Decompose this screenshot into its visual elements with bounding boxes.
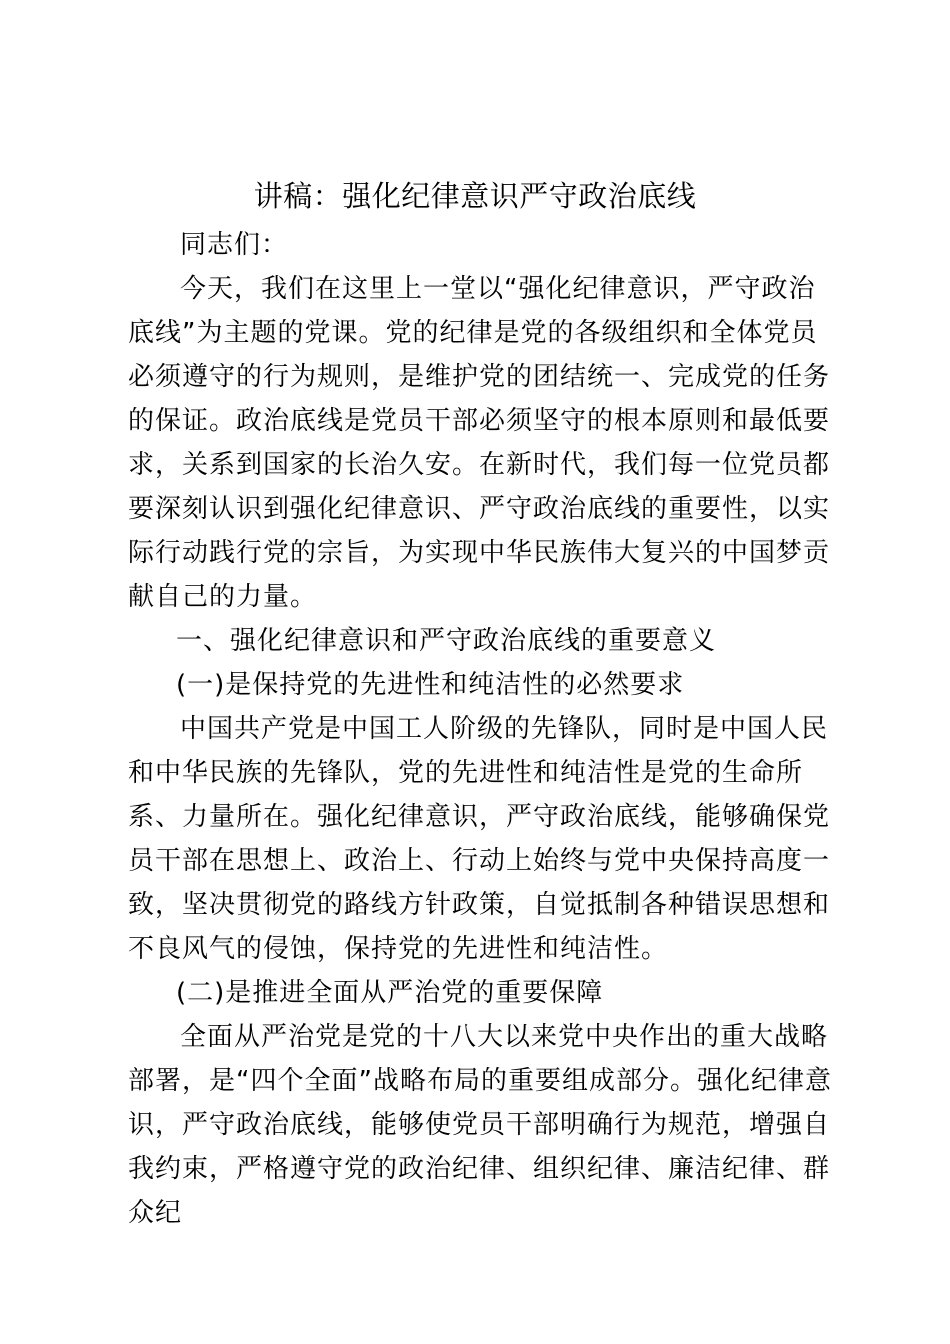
salutation: 同志们：: [180, 230, 289, 260]
document-title: 讲稿：强化纪律意识严守政治底线: [253, 179, 697, 213]
paragraph-subsection-2: 全面从严治党是党的十八大以来党中央作出的重大战略部署，是“四个全面”战略布局的重要组成部分。强化纪律意识，严守政治底线，能够使党员干部明确行为规范，增强自我约束，严格遵守党的政治纪律、组织纪律、廉洁纪律、群众纪: [128, 1022, 832, 1228]
document-body: [128, 223, 833, 1235]
section-heading-1: 一、强化纪律意识和严守政治底线的重要意义: [176, 626, 717, 656]
paragraph-intro: 今天，我们在这里上一堂以“强化纪律意识，严守政治底线”为主题的党课。党的纪律是党的各级组织和全体党员必须遵守的行为规则，是维护党的团结统一、完成党的任务的保证。政治底线是党员干部必须坚守的根本原则和最低要求，关系到国家的长治久安。在新时代，我们每一位党员都要深刻认识到强化纪律意识、严守政治底线的重要性，以实际行动践行党的宗旨，为实现中华民族伟大复兴的中国梦贡献自己的力量。: [128, 274, 831, 612]
subsection-heading-1: (一)是保持党的先进性和纯洁性的必然要求: [176, 670, 685, 700]
paragraph-subsection-1: 中国共产党是中国工人阶级的先锋队，同时是中国人民和中华民族的先锋队，党的先进性和纯洁性是党的生命所系、力量所在。强化纪律意识，严守政治底线，能够确保党员干部在思想上、政治上、行动上始终与党中央保持高度一致，坚决贯彻党的路线方针政策，自觉抵制各种错误思想和不良风气的侵蚀，保持党的先进性和纯洁性。: [128, 714, 831, 964]
subsection-heading-2: (二)是推进全面从严治党的重要保障: [176, 978, 604, 1008]
